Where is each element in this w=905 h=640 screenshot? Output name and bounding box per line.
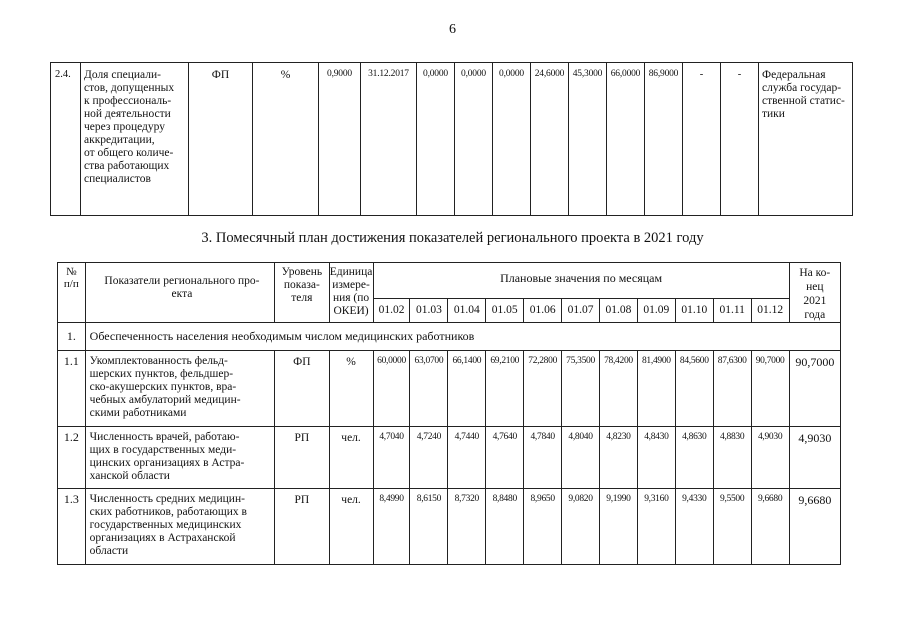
table-row — [58, 489, 841, 565]
month-value: 60,0000 — [373, 351, 410, 427]
month-value: 66,1400 — [448, 351, 486, 427]
month-value: 4,9030 — [751, 427, 789, 489]
table-row — [58, 427, 841, 489]
indicator-unit: % — [253, 63, 319, 216]
month-value: 4,8830 — [713, 427, 751, 489]
month-value: 90,7000 — [751, 351, 789, 427]
month-value: 87,6300 — [713, 351, 751, 427]
month-value: 8,7320 — [448, 489, 486, 565]
year-value: 86,9000 — [645, 63, 683, 216]
year-end-value: 4,9030 — [789, 427, 840, 489]
month-header: 01.09 — [637, 298, 675, 322]
year-value: 0,0000 — [417, 63, 455, 216]
indicator-name: Численность врачей, работаю- щих в государственных меди- цинских организациях в Астра- ханской области — [85, 427, 275, 489]
header-unit: Единица измере- ния (по ОКЕИ) — [329, 263, 373, 323]
month-value: 8,6150 — [410, 489, 448, 565]
month-value: 81,4900 — [637, 351, 675, 427]
previous-indicators-table — [50, 62, 853, 216]
indicator-name: Численность средних медицин- ских работников, работающих в государственных медицинских организациях в Астраханской области — [85, 489, 275, 565]
month-value: 8,9650 — [524, 489, 562, 565]
year-value: 66,0000 — [607, 63, 645, 216]
header-row — [58, 263, 841, 299]
table-row — [51, 63, 853, 216]
indicator-name: Укомплектованность фельд- шерских пунктов, фельдшер- ско-акушерских пунктов, вра- чебных амбулаторий медицин- скими работниками — [85, 351, 275, 427]
month-value: 8,8480 — [486, 489, 524, 565]
month-header: 01.03 — [410, 298, 448, 322]
row-number: 1.3 — [58, 489, 86, 565]
month-value: 9,6680 — [751, 489, 789, 565]
monthly-plan-table — [57, 262, 841, 565]
month-value: 75,3500 — [562, 351, 600, 427]
year-value: 45,3000 — [569, 63, 607, 216]
month-value: 4,8040 — [562, 427, 600, 489]
indicator-level: РП — [275, 489, 329, 565]
header-indicator: Показатели регионального про- екта — [85, 263, 275, 323]
month-value: 9,4330 — [675, 489, 713, 565]
header-number: № п/п — [58, 263, 86, 323]
month-value: 4,7640 — [486, 427, 524, 489]
month-value: 4,8630 — [675, 427, 713, 489]
indicator-level: РП — [275, 427, 329, 489]
month-value: 72,2800 — [524, 351, 562, 427]
indicator-level: ФП — [189, 63, 253, 216]
month-value: 9,5500 — [713, 489, 751, 565]
row-number: 1.1 — [58, 351, 86, 427]
month-header: 01.04 — [448, 298, 486, 322]
month-value: 9,3160 — [637, 489, 675, 565]
base-date: 31.12.2017 — [361, 63, 417, 216]
page-number: 6 — [449, 22, 456, 37]
row-number: 2.4. — [51, 63, 81, 216]
data-source: Федеральная служба государ- ственной статис- тики — [759, 63, 853, 216]
row-number: 1.2 — [58, 427, 86, 489]
year-end-value: 90,7000 — [789, 351, 840, 427]
year-value: 24,6000 — [531, 63, 569, 216]
month-value: 4,7240 — [410, 427, 448, 489]
month-header: 01.05 — [486, 298, 524, 322]
indicator-unit: чел. — [329, 489, 373, 565]
indicator-unit: % — [329, 351, 373, 427]
year-value: 0,0000 — [455, 63, 493, 216]
header-year-end: На ко- нец 2021 года — [789, 263, 840, 323]
month-value: 4,7440 — [448, 427, 486, 489]
month-header: 01.12 — [751, 298, 789, 322]
month-value: 9,0820 — [562, 489, 600, 565]
section-title: Обеспеченность населения необходимым числом медицинских работников — [85, 323, 840, 351]
month-header: 01.11 — [713, 298, 751, 322]
month-value: 84,5600 — [675, 351, 713, 427]
month-value: 4,8430 — [637, 427, 675, 489]
section-heading: 3. Помесячный план достижения показателей регионального проекта в 2021 году — [201, 230, 704, 246]
section-row — [58, 323, 841, 351]
year-value: 0,0000 — [493, 63, 531, 216]
indicator-name: Доля специали- стов, допущенных к профессиональ- ной деятельности через процедуру аккредитации, от общего количе- ства работающих специалистов — [81, 63, 189, 216]
month-value: 4,8230 — [600, 427, 638, 489]
empty-value: - — [721, 63, 759, 216]
month-header: 01.10 — [675, 298, 713, 322]
month-header: 01.08 — [600, 298, 638, 322]
indicator-unit: чел. — [329, 427, 373, 489]
month-value: 8,4990 — [373, 489, 410, 565]
month-value: 9,1990 — [600, 489, 638, 565]
month-value: 63,0700 — [410, 351, 448, 427]
month-header: 01.06 — [524, 298, 562, 322]
empty-value: - — [683, 63, 721, 216]
year-end-value: 9,6680 — [789, 489, 840, 565]
base-value: 0,9000 — [319, 63, 361, 216]
month-value: 4,7840 — [524, 427, 562, 489]
month-value: 78,4200 — [600, 351, 638, 427]
table-row — [58, 351, 841, 427]
month-value: 4,7040 — [373, 427, 410, 489]
month-header: 01.07 — [562, 298, 600, 322]
section-number: 1. — [58, 323, 86, 351]
indicator-level: ФП — [275, 351, 329, 427]
month-header: 01.02 — [373, 298, 410, 322]
header-level: Уровень показа- теля — [275, 263, 329, 323]
header-monthly-values: Плановые значения по месяцам — [373, 263, 789, 299]
month-value: 69,2100 — [486, 351, 524, 427]
